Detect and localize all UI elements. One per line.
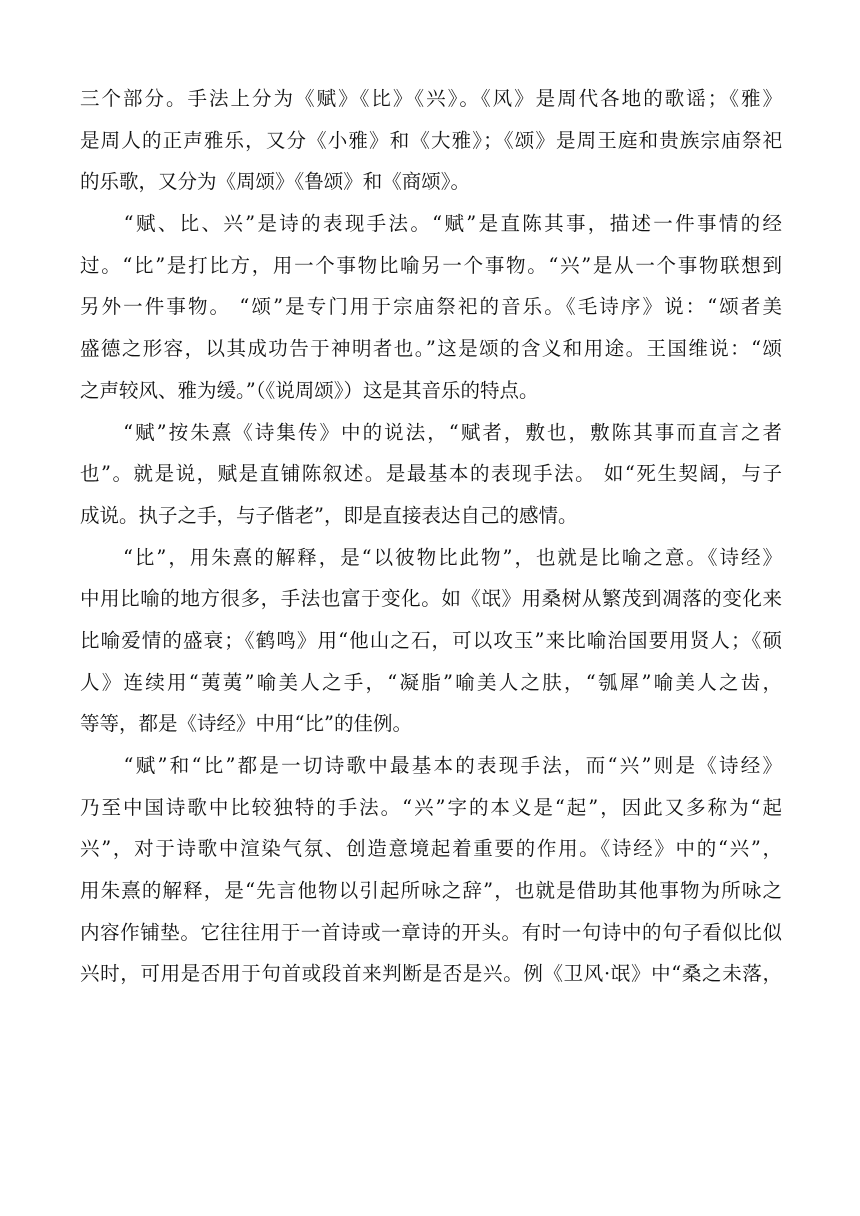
paragraph-1 xyxy=(80,78,782,203)
paragraph-4 xyxy=(80,537,782,745)
text-line: 人》连续用“荑荑”喻美人之手，“凝脂”喻美人之肤，“瓠犀”喻美人之齿， xyxy=(80,670,782,694)
text-line: 成说。执子之手，与子偕老”，即是直接表达自己的感情。 xyxy=(80,503,578,527)
text-line: 兴时，可用是否用于句首或段首来判断是否是兴。例《卫风·氓》中“桑之未落， xyxy=(80,962,782,986)
text-line: “赋”按朱熹《诗集传》中的说法，“赋者，敷也，敷陈其事而直言之者 xyxy=(80,420,782,444)
text-line: “赋”和“比”都是一切诗歌中最基本的表现手法，而“兴”则是《诗经》 xyxy=(80,754,782,777)
text-line: 等等，都是《诗经》中用“比”的佳例。 xyxy=(80,712,412,736)
text-line: 另外一件事物。 “颂”是专门用于宗庙祭祀的音乐。《毛诗序》说：“颂者美 xyxy=(80,295,782,319)
text-line: 之声较风、雅为缓。”（《说周颂》）这是其音乐的特点。 xyxy=(80,378,539,402)
text-line: 盛德之形容，以其成功告于神明者也。”这是颂的含义和用途。王国维说：“颂 xyxy=(80,337,782,361)
text-line: 三个部分。手法上分为《赋》《比》《兴》。《风》是周代各地的歌谣；《雅》 xyxy=(80,87,782,110)
text-line: 过。“比”是打比方，用一个事物比喻另一个事物。“兴”是从一个事物联想到 xyxy=(80,253,782,277)
text-line: 也”。就是说，赋是直铺陈叙述。是最基本的表现手法。 如“死生契阔，与子 xyxy=(80,462,782,486)
paragraph-3 xyxy=(80,412,782,537)
text-line: 是周人的正声雅乐，又分《小雅》和《大雅》；《颂》是周王庭和贵族宗庙祭祀 xyxy=(80,128,782,152)
document-body xyxy=(80,78,782,995)
text-line: 比喻爱情的盛衰；《鹤鸣》用“他山之石，可以攻玉”来比喻治国要用贤人；《硕 xyxy=(80,628,782,652)
text-line: 的乐歌，又分为《周颂》《鲁颂》和《商颂》。 xyxy=(80,170,471,194)
text-line: “比”，用朱熹的解释，是“以彼物比此物”，也就是比喻之意。《诗经》 xyxy=(80,545,782,569)
paragraph-2 xyxy=(80,203,782,411)
text-line: 用朱熹的解释，是“先言他物以引起所咏之辞”，也就是借助其他事物为所咏之 xyxy=(80,879,782,903)
text-line: 中用比喻的地方很多，手法也富于变化。如《氓》用桑树从繁茂到凋落的变化来 xyxy=(80,587,782,611)
text-line: 兴”，对于诗歌中渲染气氛、创造意境起着重要的作用。《诗经》中的“兴”， xyxy=(80,837,782,861)
text-line: 乃至中国诗歌中比较独特的手法。“兴”字的本义是“起”，因此又多称为“起 xyxy=(80,795,782,819)
text-line: 内容作铺垫。它往往用于一首诗或一章诗的开头。有时一句诗中的句子看似比似 xyxy=(80,920,782,944)
text-line: “赋、比、兴”是诗的表现手法。“赋”是直陈其事，描述一件事情的经 xyxy=(80,212,782,236)
paragraph-5 xyxy=(80,745,782,995)
